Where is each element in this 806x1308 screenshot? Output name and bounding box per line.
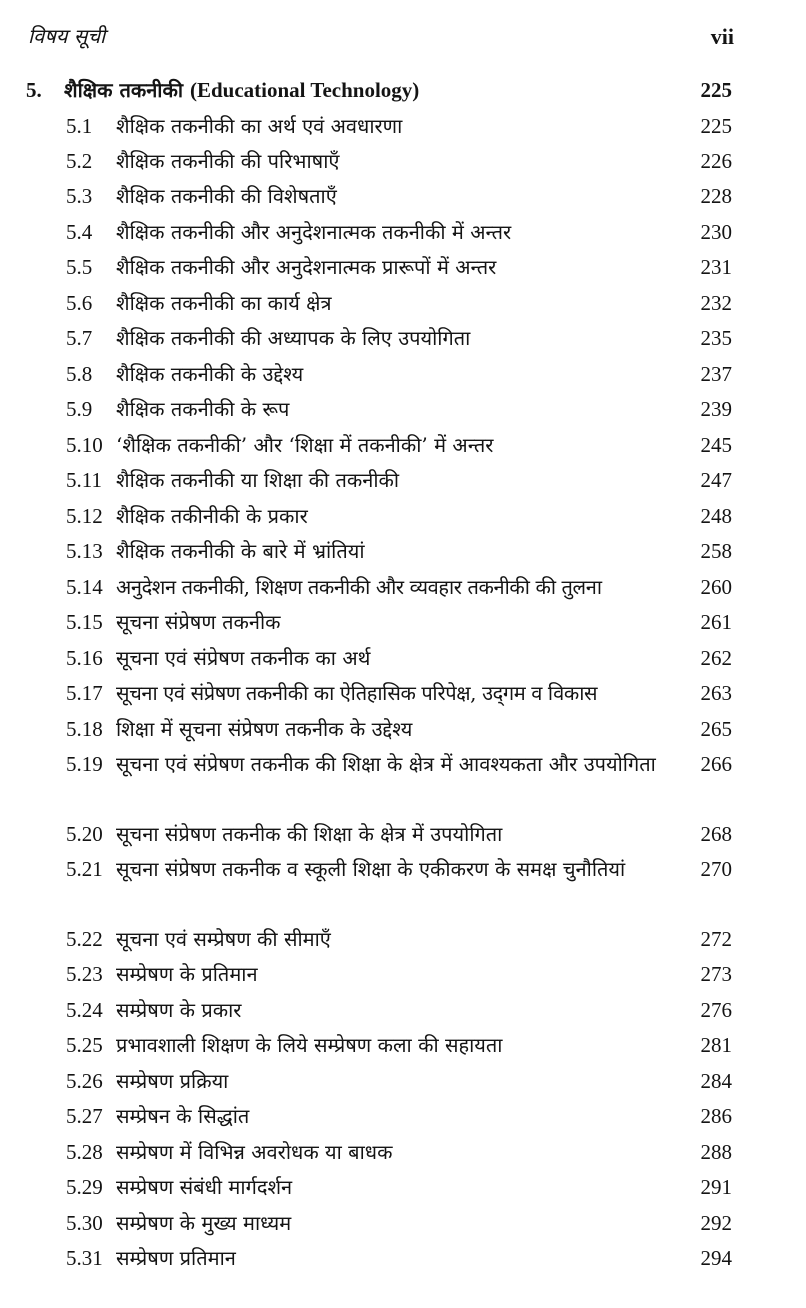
section-page: 276 bbox=[700, 998, 732, 1022]
section-number: 5.23 bbox=[66, 962, 103, 986]
section-title: शैक्षिक तकनीकी की विशेषताएँ bbox=[116, 184, 337, 208]
section-title: सूचना संप्रेषण तकनीक की शिक्षा के क्षेत्र में उपयोगिता bbox=[116, 822, 503, 846]
section-title: शैक्षिक तकनीकी की परिभाषाएँ bbox=[116, 149, 340, 173]
section-page: 235 bbox=[700, 326, 732, 350]
section-page: 294 bbox=[700, 1246, 732, 1270]
section-page: 291 bbox=[700, 1175, 732, 1199]
section-title: शैक्षिक तकनीकी का अर्थ एवं अवधारणा bbox=[116, 114, 403, 138]
section-page: 230 bbox=[700, 220, 732, 244]
chapter-number: 5. bbox=[26, 78, 42, 102]
section-title: सूचना एवं संप्रेषण तकनीक का अर्थ bbox=[116, 646, 371, 670]
section-page: 248 bbox=[700, 504, 732, 528]
section-page: 260 bbox=[700, 575, 732, 599]
section-page: 265 bbox=[700, 717, 732, 741]
section-number: 5.20 bbox=[66, 822, 103, 846]
section-number: 5.1 bbox=[66, 114, 93, 138]
section-number: 5.10 bbox=[66, 433, 103, 457]
section-number: 5.14 bbox=[66, 575, 103, 599]
section-title: शैक्षिक तकनीकी के बारे में भ्रांतियां bbox=[116, 539, 365, 563]
section-number: 5.5 bbox=[66, 255, 93, 279]
running-header bbox=[28, 22, 734, 52]
section-number: 5.29 bbox=[66, 1175, 103, 1199]
section-page: 272 bbox=[700, 927, 732, 951]
section-title: शैक्षिक तकनीकी या शिक्षा की तकनीकी bbox=[116, 468, 400, 492]
section-number: 5.26 bbox=[66, 1069, 103, 1093]
section-page: 263 bbox=[700, 681, 732, 705]
section-page: 273 bbox=[700, 962, 732, 986]
section-title: शैक्षिक तकीनीकी के प्रकार bbox=[116, 504, 308, 528]
section-title: शैक्षिक तकनीकी का कार्य क्षेत्र bbox=[116, 291, 332, 315]
section-page: 268 bbox=[700, 822, 732, 846]
section-title: शैक्षिक तकनीकी के उद्देश्य bbox=[116, 362, 304, 386]
section-page: 231 bbox=[700, 255, 732, 279]
section-title: सम्प्रेषण में विभिन्न अवरोधक या बाधक bbox=[116, 1140, 393, 1164]
section-number: 5.24 bbox=[66, 998, 103, 1022]
section-page: 258 bbox=[700, 539, 732, 563]
section-number: 5.31 bbox=[66, 1246, 103, 1270]
section-number: 5.30 bbox=[66, 1211, 103, 1235]
section-title: शैक्षिक तकनीकी की अध्यापक के लिए उपयोगिता bbox=[116, 326, 471, 350]
section-title: सम्प्रेषण के प्रकार bbox=[116, 998, 242, 1022]
running-title: विषय सूची bbox=[28, 24, 106, 48]
chapter-title-english: (Educational Technology) bbox=[190, 78, 420, 102]
section-title: सम्प्रेषण प्रतिमान bbox=[116, 1246, 236, 1270]
section-page: 262 bbox=[700, 646, 732, 670]
section-number: 5.12 bbox=[66, 504, 103, 528]
section-page: 228 bbox=[700, 184, 732, 208]
section-title: सम्प्रेषण संबंधी मार्गदर्शन bbox=[116, 1175, 293, 1199]
section-page: 239 bbox=[700, 397, 732, 421]
section-number: 5.7 bbox=[66, 326, 93, 350]
section-number: 5.9 bbox=[66, 397, 93, 421]
section-page: 266 bbox=[700, 752, 732, 776]
section-page: 261 bbox=[700, 610, 732, 634]
section-page: 225 bbox=[700, 114, 732, 138]
section-number: 5.3 bbox=[66, 184, 93, 208]
section-page: 247 bbox=[700, 468, 732, 492]
chapter-title bbox=[64, 74, 674, 106]
section-number: 5.16 bbox=[66, 646, 103, 670]
section-page: 281 bbox=[700, 1033, 732, 1057]
section-title: शैक्षिक तकनीकी और अनुदेशनात्मक प्रारूपों में अन्तर bbox=[116, 255, 497, 279]
section-number: 5.17 bbox=[66, 681, 103, 705]
section-page: 286 bbox=[700, 1104, 732, 1128]
section-page: 226 bbox=[700, 149, 732, 173]
section-title: सूचना एवं संप्रेषण तकनीक की शिक्षा के क्षेत्र में आवश्यकता और उपयोगिता bbox=[116, 752, 656, 776]
section-title: ‘शैक्षिक तकनीकी’ और ‘शिक्षा में तकनीकी’ में अन्तर bbox=[116, 433, 494, 457]
section-title: सूचना संप्रेषण तकनीक व स्कूली शिक्षा के एकीकरण के समक्ष चुनौतियां bbox=[116, 857, 626, 881]
chapter-title-hindi: शैक्षिक तकनीकी bbox=[64, 78, 184, 102]
section-title: शिक्षा में सूचना संप्रेषण तकनीक के उद्देश्य bbox=[116, 717, 413, 741]
section-page: 270 bbox=[700, 857, 732, 881]
section-page: 288 bbox=[700, 1140, 732, 1164]
section-title: सूचना एवं संप्रेषण तकनीकी का ऐतिहासिक परिपेक्ष, उद्‌गम व विकास bbox=[116, 681, 598, 705]
section-number: 5.22 bbox=[66, 927, 103, 951]
page-number: vii bbox=[710, 24, 734, 49]
section-number: 5.6 bbox=[66, 291, 93, 315]
section-title: सूचना संप्रेषण तकनीक bbox=[116, 610, 281, 634]
section-number: 5.18 bbox=[66, 717, 103, 741]
section-number: 5.19 bbox=[66, 752, 103, 776]
section-page: 284 bbox=[700, 1069, 732, 1093]
section-title: सम्प्रेषण के मुख्य माध्यम bbox=[116, 1211, 292, 1235]
section-number: 5.13 bbox=[66, 539, 103, 563]
section-page: 232 bbox=[700, 291, 732, 315]
section-number: 5.25 bbox=[66, 1033, 103, 1057]
section-number: 5.15 bbox=[66, 610, 103, 634]
section-page: 245 bbox=[700, 433, 732, 457]
section-title: अनुदेशन तकनीकी, शिक्षण तकनीकी और व्यवहार तकनीकी की तुलना bbox=[116, 575, 602, 599]
section-title: सम्प्रेषन के सिद्धांत bbox=[116, 1104, 250, 1128]
section-page: 237 bbox=[700, 362, 732, 386]
chapter-page: 225 bbox=[700, 78, 732, 102]
section-title: सम्प्रेषण प्रक्रिया bbox=[116, 1069, 229, 1093]
section-title: शैक्षिक तकनीकी के रूप bbox=[116, 397, 290, 421]
section-title: शैक्षिक तकनीकी और अनुदेशनात्मक तकनीकी में अन्तर bbox=[116, 220, 512, 244]
section-number: 5.2 bbox=[66, 149, 93, 173]
section-number: 5.4 bbox=[66, 220, 93, 244]
section-title: सूचना एवं सम्प्रेषण की सीमाएँ bbox=[116, 927, 331, 951]
section-number: 5.28 bbox=[66, 1140, 103, 1164]
section-number: 5.8 bbox=[66, 362, 93, 386]
section-title: प्रभावशाली शिक्षण के लिये सम्प्रेषण कला की सहायता bbox=[116, 1033, 503, 1057]
section-title: सम्प्रेषण के प्रतिमान bbox=[116, 962, 258, 986]
section-number: 5.11 bbox=[66, 468, 102, 492]
section-number: 5.21 bbox=[66, 857, 103, 881]
section-number: 5.27 bbox=[66, 1104, 103, 1128]
section-page: 292 bbox=[700, 1211, 732, 1235]
